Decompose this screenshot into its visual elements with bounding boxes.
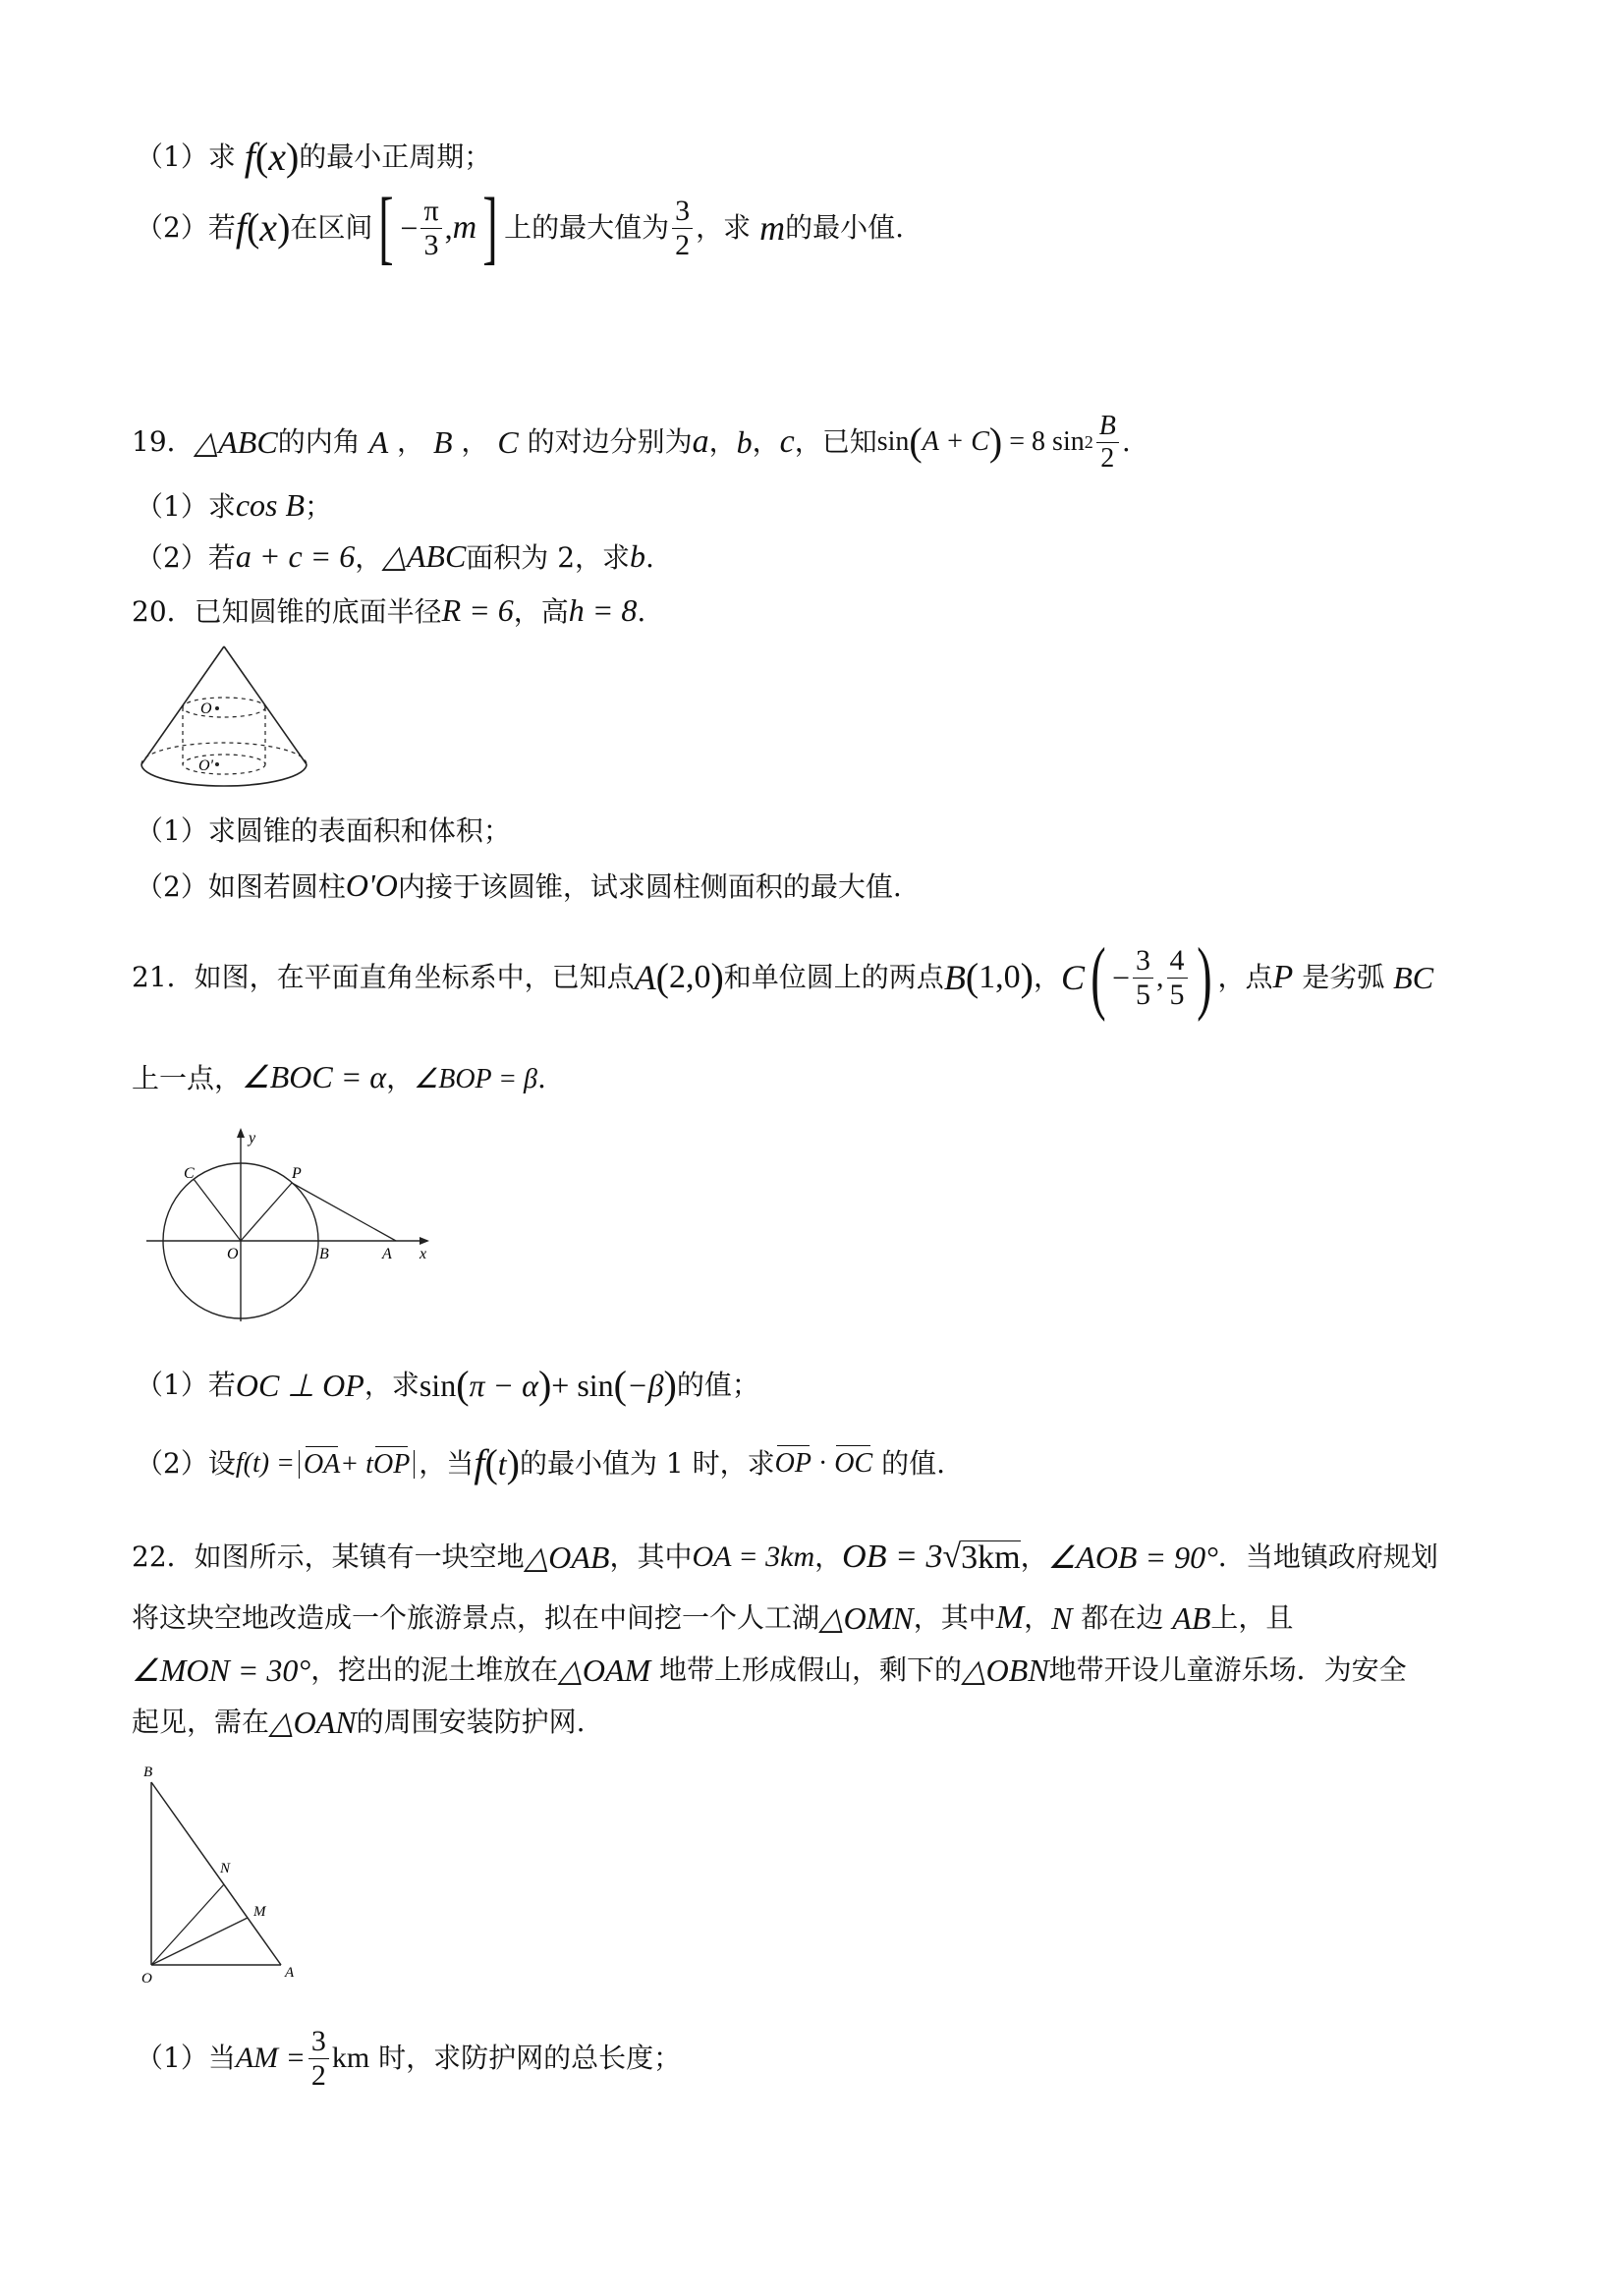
- point-o: O: [200, 700, 212, 717]
- triangle-oab-figure: [138, 1759, 305, 1994]
- point-o-prime: O': [198, 757, 213, 774]
- q22-line2: 将这块空地改造成一个旅游景点，拟在中间挖一个人工湖 △OMN ，其中 M ， N 都在边 AB 上，且: [132, 1599, 1294, 1636]
- point-o: O: [141, 1971, 152, 1987]
- point-o: O: [227, 1246, 239, 1262]
- q19-part2: （2）若a + c = 6，△ABC面积为 2，求b.: [136, 538, 654, 574]
- q18-part1: （1）求 f(x)的最小正周期；: [136, 135, 492, 179]
- q22-line3: ∠MON = 30° ，挖出的泥土堆放在 △OAM 地带上形成假山，剩下的 △OBN 地带开设儿童游乐场．为安全: [132, 1652, 1407, 1688]
- q22-line1: 22．如图所示，某镇有一块空地 △OAB ，其中 OA = 3km ， OB = 3 √ 3km ， ∠AOB = 90° ．当地镇政府规划: [132, 1539, 1438, 1576]
- q22-part1: （1） 当 AM = $\frac{3}{2}$ km 时，求防护网的总长度；: [136, 2025, 682, 2092]
- q19-part1: （1）求cos B；: [136, 487, 333, 523]
- q20-part1: （1）求圆锥的表面积和体积；: [136, 814, 511, 847]
- point-n: N: [220, 1861, 231, 1876]
- q21-part1: （1） 若 OC ⊥ OP ，求 sin ( π − α ) + sin ( −β ) 的值；: [136, 1363, 759, 1407]
- axis-x-label: x: [420, 1246, 427, 1262]
- q21-stem-cont: 上一点，∠BOC = α，∠BOP = β.: [132, 1059, 546, 1094]
- point-p: P: [292, 1165, 302, 1182]
- axis-y-label: y: [249, 1130, 256, 1147]
- q22-line4: 起见，需在 △OAN 的周围安装防护网.: [132, 1705, 586, 1740]
- q19-stem: 19． △ABC 的内角 A ， B ， C 的对边分别为 a ， b ， c ，已知 sin ( A + C ) = 8 sin 2 $\frac{B}{2}$ .: [132, 411, 1131, 474]
- q20-stem: 20．已知圆锥的底面半径R = 6，高h = 8.: [132, 592, 646, 628]
- point-m: M: [253, 1904, 266, 1920]
- point-b: B: [143, 1764, 153, 1780]
- unit-circle-figure: [142, 1125, 437, 1331]
- point-a: A: [382, 1246, 392, 1262]
- q18-part2: （2） 若 f ( x ) 在区间 [ − $\frac{\pi}{3}$ , m ] 上的最大值为 $\frac{3}{2}$ ，求 m 的最小值.: [136, 182, 905, 273]
- point-a: A: [285, 1965, 295, 1981]
- cone-cylinder-figure: [136, 639, 312, 796]
- point-b: B: [319, 1246, 329, 1262]
- point-c: C: [184, 1165, 195, 1182]
- q21-stem: 21．如图，在平面直角坐标系中，已知点 A ( 2,0 ) 和单位圆上的两点 B ( 1,0 ) ， C ( − $\frac{3}{5}$ , $\frac{4}{5}$ ) ，点 P 是劣弧 BC: [132, 931, 1434, 1023]
- q21-part2: （2） 设 f(t) = OA+ tOP ，当 f ( t ) 的最小值为 1 时，求 OP · OC 的值.: [136, 1441, 945, 1485]
- q20-part2: （2）如图若圆柱O'O内接于该圆锥，试求圆柱侧面积的最大值.: [136, 868, 902, 903]
